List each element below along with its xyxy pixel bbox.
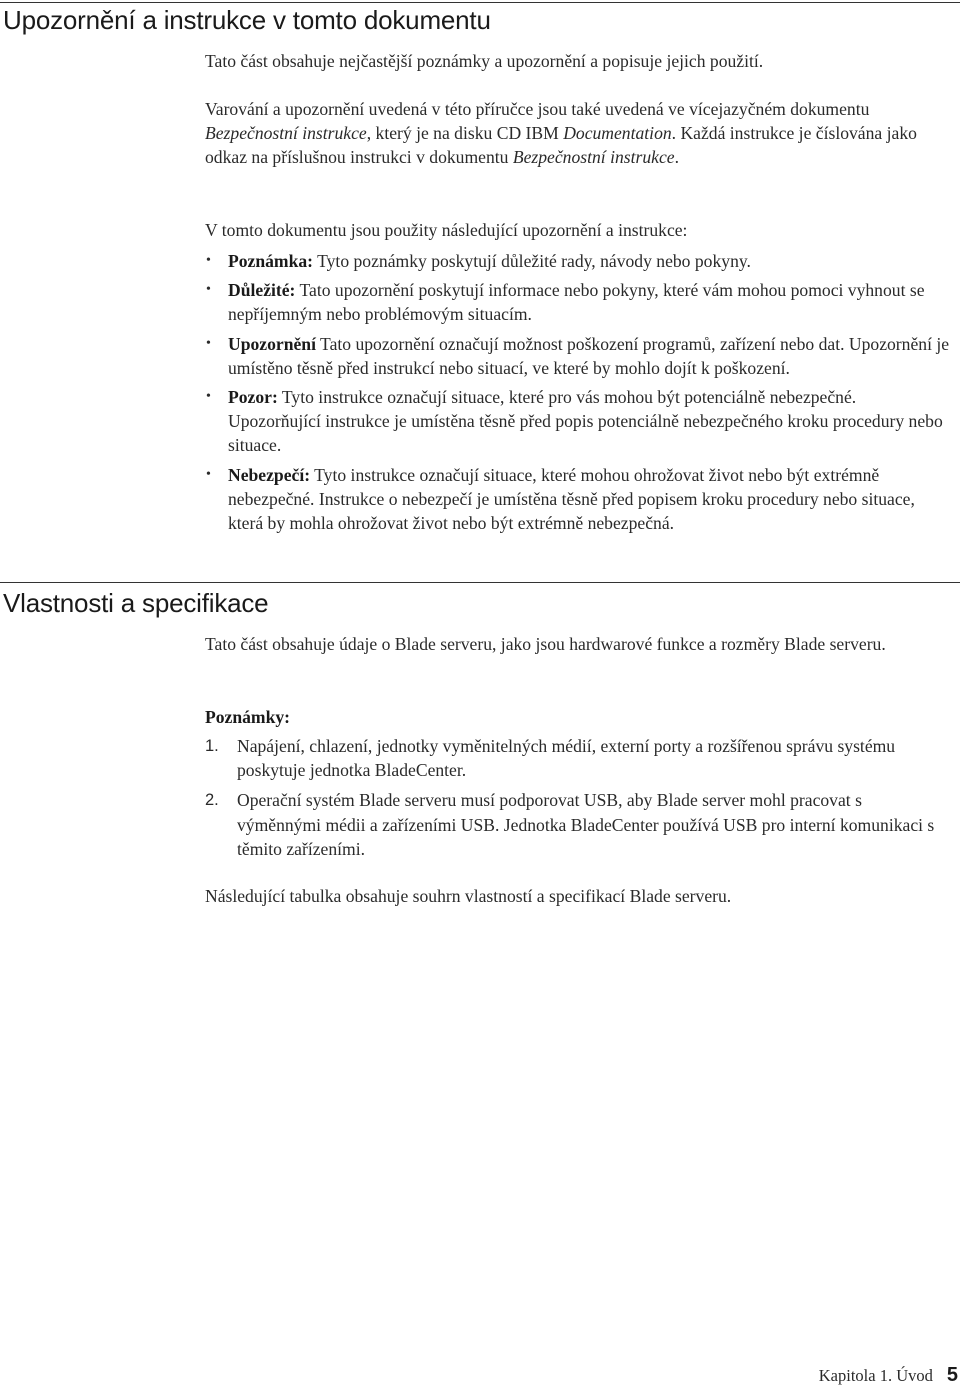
notice-bullet-list [205, 249, 950, 540]
section1-heading: Upozornění a instrukce v tomto dokumentu [3, 5, 491, 35]
list-item [205, 249, 950, 273]
notes-label-text: Poznámky: [205, 707, 291, 727]
section2-intro [205, 632, 950, 656]
list-item [205, 788, 950, 861]
bullet-icon: • [206, 466, 211, 482]
bullet-text: Tato upozornění poskytují informace nebo pokyny, které vám mohou pomoci vyhnout se nepříjemným nebo problémovým situacím. [228, 280, 925, 325]
bullet-icon: • [206, 335, 211, 351]
para2-part3: . Každá instrukce je číslována jako odkaz na příslušnou instrukci v dokumentu [205, 123, 917, 168]
list-item [205, 332, 950, 380]
para2-part1: Varování a upozornění uvedená v této příručce jsou také uvedená ve vícejazyčném dokumentu [205, 99, 870, 119]
section2-top-rule [0, 582, 960, 583]
list-intro-text: V tomto dokumentu jsou použity následující upozornění a instrukce: [205, 220, 688, 240]
note-text: Napájení, chlazení, jednotky vyměnitelných médií, externí porty a rozšířenou správu systému poskytuje jednotka BladeCenter. [237, 736, 896, 781]
list-item [205, 463, 950, 536]
list-item [205, 278, 950, 326]
para2-part4: . [674, 147, 679, 168]
closing-text: Následující tabulka obsahuje souhrn vlastností a specifikací Blade serveru. [205, 886, 732, 906]
bullet-term: Důležité: [228, 280, 296, 301]
para2-italic1: Bezpečnostní instrukce [205, 123, 367, 144]
bullet-term: Upozornění [228, 333, 316, 354]
section2-closing [205, 884, 950, 908]
bullet-term: Poznámka: [228, 251, 314, 271]
section1-para2-text [205, 97, 950, 170]
note-text: Operační systém Blade serveru musí podporovat USB, aby Blade server mohl pracovat s výměnnými médii a zařízeními USB. Jednotka BladeCenter používá USB pro interní komunikaci s těmito zařízeními. [237, 790, 935, 859]
bullet-icon: • [206, 389, 211, 405]
section1-para2 [205, 97, 950, 170]
para2-part2: , který je na disku CD IBM [366, 123, 564, 144]
note-number: 2. [205, 791, 219, 810]
bullet-text: Tyto instrukce označují situace, které pro vás mohou být potenciálně nebezpečné. Upozorňující instrukce je umístěna těsně před popis potenciálně nebezpečného kroku procedury nebo situace. [228, 387, 943, 456]
note-number: 1. [205, 737, 219, 755]
section2-heading: Vlastnosti a specifikace [3, 588, 269, 618]
bullet-term: Pozor: [228, 387, 278, 408]
section1-top-rule [0, 2, 960, 3]
notes-label [205, 705, 950, 729]
section2-intro-text: Tato část obsahuje údaje o Blade serveru, jako jsou hardwarové funkce a rozměry Blade serveru. [205, 634, 886, 654]
page-footer [819, 1364, 958, 1387]
bullet-term: Nebezpečí: [228, 464, 311, 485]
page-number: 5 [946, 1364, 958, 1386]
list-item [205, 385, 950, 458]
list-item [205, 734, 950, 782]
para2-italic3: Bezpečnostní instrukce [512, 147, 675, 168]
section1-list-intro [205, 218, 950, 242]
bullet-text: Tato upozornění označují možnost poškození programů, zařízení nebo dat. Upozornění je umístěno těsně před instrukcí nebo situací, ve které by mohlo dojít k poškození. [228, 333, 950, 378]
footer-chapter: Kapitola 1. Úvod [818, 1366, 933, 1385]
bullet-text: Tyto instrukce označují situace, které mohou ohrožovat život nebo být extrémně nebezpečné. Instrukce o nebezpečí je umístěna těsně před popisem kroku procedury nebo situace, která by mohla ohrožovat život nebo být extrémně nebezpečná. [228, 464, 915, 534]
bullet-icon: • [206, 282, 211, 298]
bullet-text: Tyto poznámky poskytují důležité rady, návody nebo pokyny. [313, 251, 751, 271]
section1-intro-text: Tato část obsahuje nejčastější poznámky a upozornění a popisuje jejich použití. [205, 51, 764, 71]
notes-list [205, 734, 950, 867]
section1-intro [205, 49, 950, 73]
bullet-icon: • [206, 253, 211, 268]
para2-italic2: Documentation [563, 123, 672, 144]
